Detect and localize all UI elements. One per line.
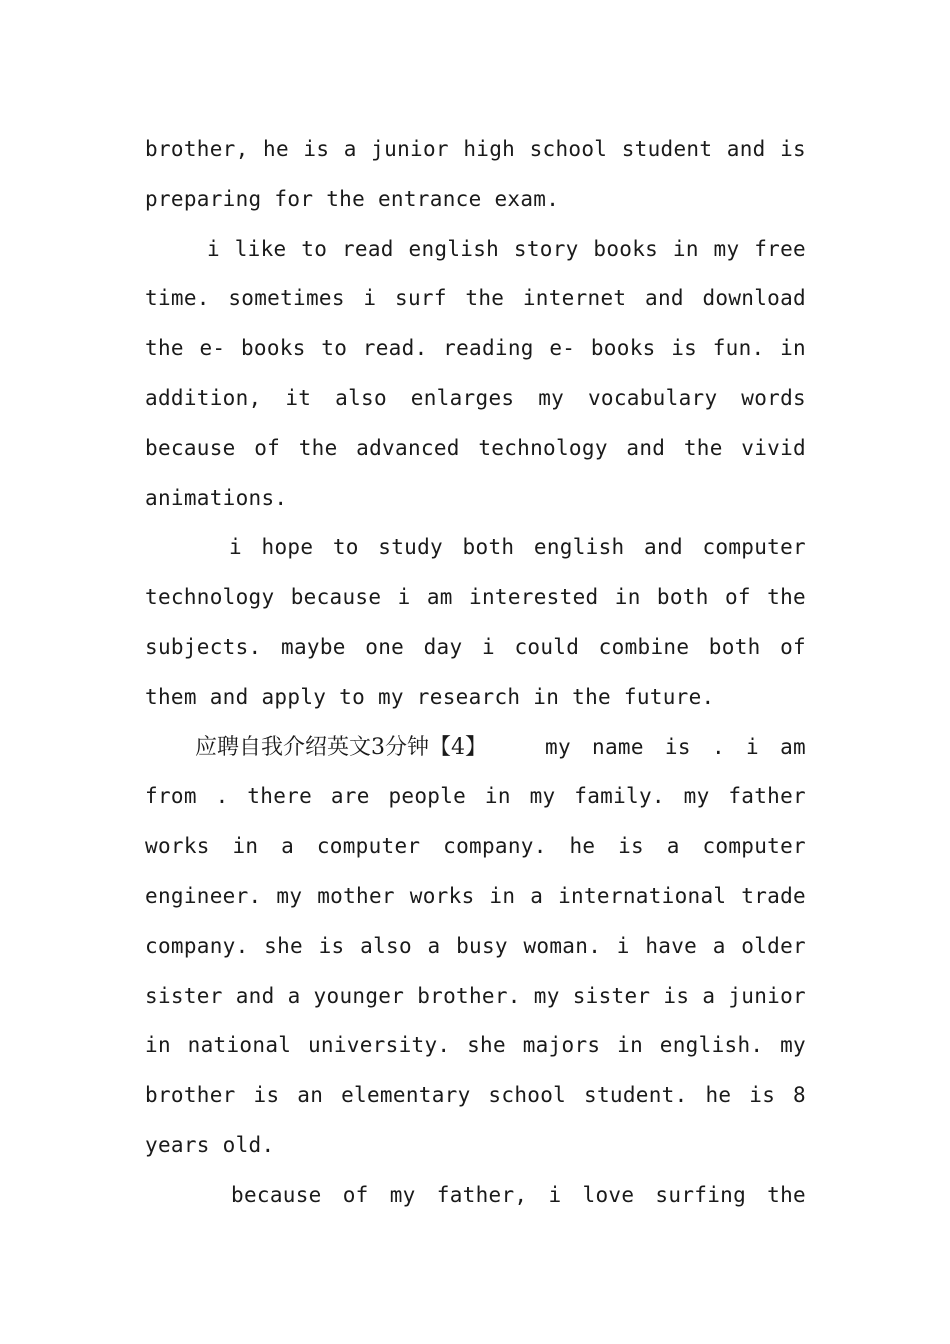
text-line: preparing for the entrance exam. [145, 186, 560, 211]
text-line: works in a computer company. he is a computer [145, 834, 806, 859]
text-line: my name is . i am [545, 734, 806, 759]
text-line: time. sometimes i surf the internet and download [145, 286, 806, 311]
text-line: i hope to study both english and computer [229, 535, 806, 560]
text-line: subjects. maybe one day i could combine both of [145, 634, 806, 659]
text-line: company. she is also a busy woman. i have a older [145, 933, 806, 958]
text-line: the e- books to read. reading e- books is fun. in [145, 336, 806, 361]
text-line: technology because i am interested in both of the [145, 585, 806, 610]
text-line: animations. [145, 485, 288, 510]
text-line: them and apply to my research in the future. [145, 684, 715, 709]
text-line: from . there are people in my family. my father [145, 784, 806, 809]
document-body [145, 125, 806, 1221]
text-line: brother, he is a junior high school student and is [145, 137, 806, 161]
section-heading: 应聘自我介绍英文3分钟【4】 [195, 734, 487, 760]
text-line: because of the advanced technology and the vivid [145, 435, 806, 460]
text-line: years old. [145, 1132, 275, 1157]
section-heading-line [145, 723, 806, 773]
text-line: addition, it also enlarges my vocabulary words [145, 385, 806, 410]
text-line: because of my father, i love surfing the [231, 1182, 806, 1207]
text-line: in national university. she majors in english. my [145, 1033, 806, 1058]
text-line: i like to read english story books in my free [207, 236, 806, 261]
text-line: sister and a younger brother. my sister is a junior [145, 983, 806, 1008]
text-line: brother is an elementary school student. he is 8 [145, 1083, 806, 1108]
text-line: engineer. my mother works in a international trade [145, 883, 806, 908]
